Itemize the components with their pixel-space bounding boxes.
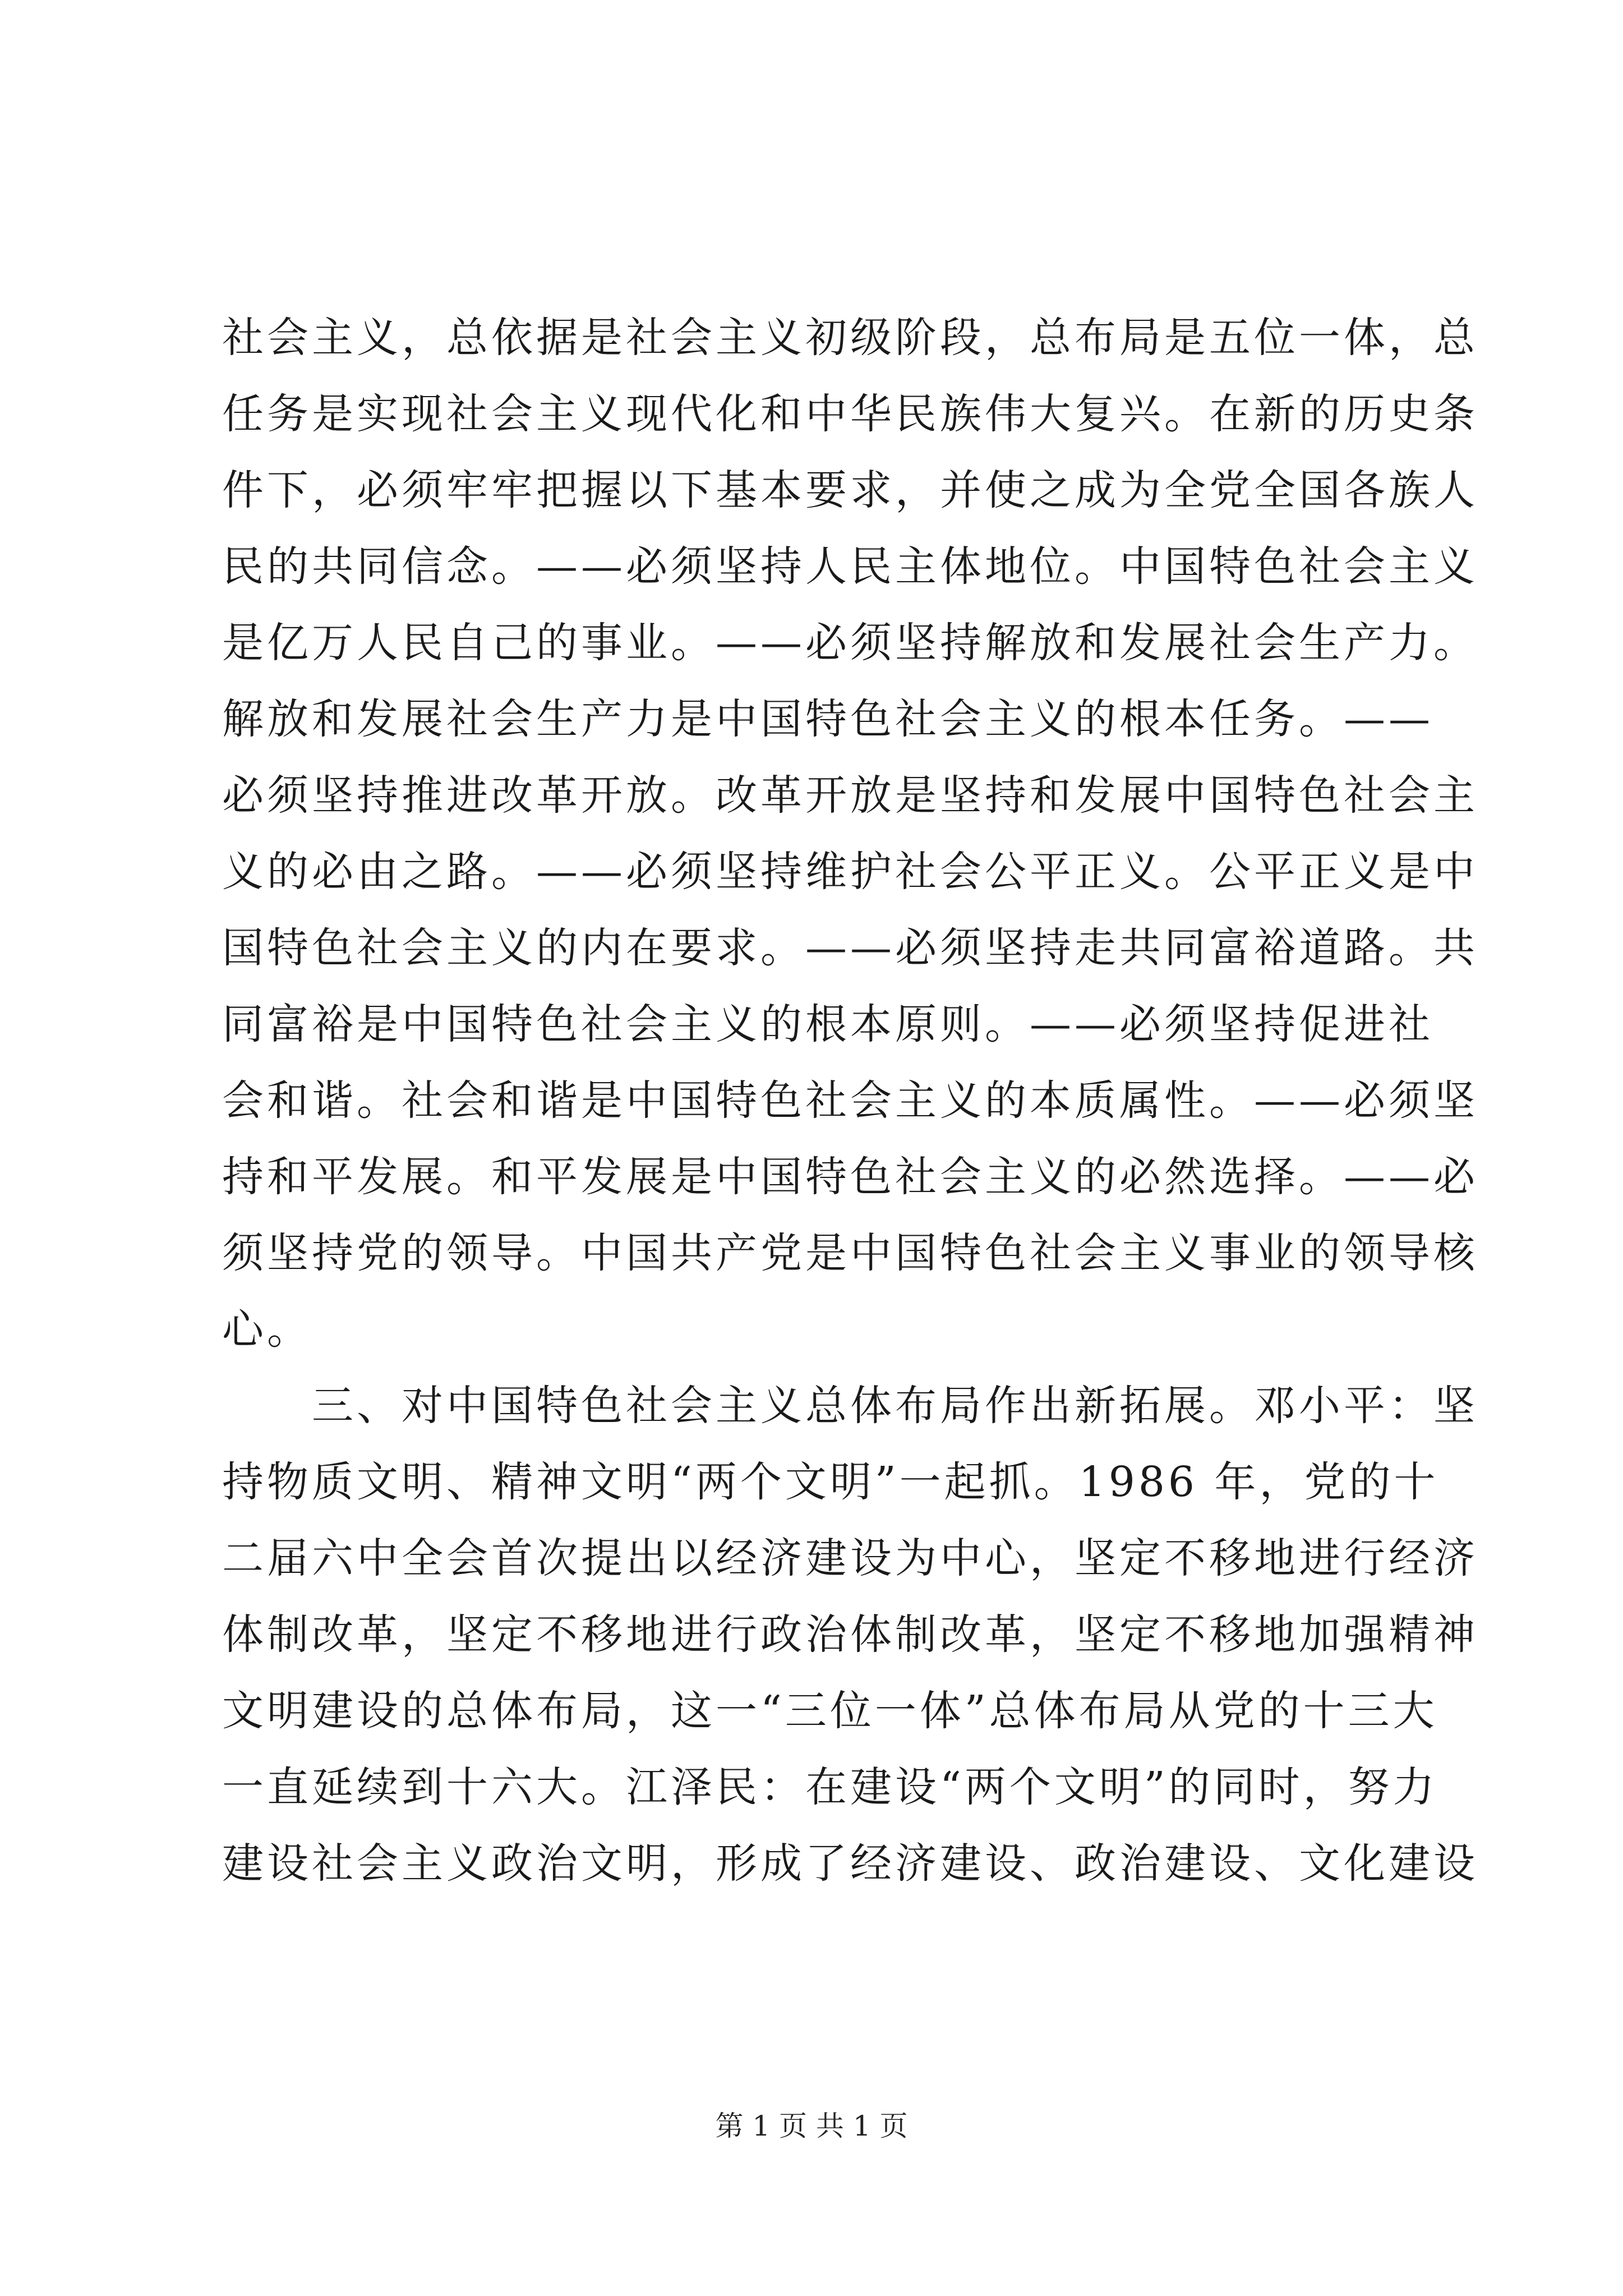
page-footer: 第 1 页 共 1 页 — [715, 2110, 908, 2142]
body-text-line: 心。 — [222, 1305, 312, 1354]
body-text-line: 持物质文明、精神文明“两个文明”一起抓。1986 年，党的十 — [222, 1458, 1439, 1506]
body-text-line: 社会主义，总依据是社会主义初级阶段，总布局是五位一体，总 — [222, 314, 1478, 362]
body-text-line: 二届六中全会首次提出以经济建设为中心，坚定不移地进行经济 — [222, 1534, 1478, 1582]
body-text-line: 须坚持党的领导。中国共产党是中国特色社会主义事业的领导核 — [222, 1229, 1478, 1277]
body-text-line: 民的共同信念。——必须坚持人民主体地位。中国特色社会主义 — [222, 542, 1478, 591]
body-text-line: 会和谐。社会和谐是中国特色社会主义的本质属性。——必须坚 — [222, 1076, 1478, 1125]
paragraph-start-line: 三、对中国特色社会主义总体布局作出新拓展。邓小平：坚 — [222, 1382, 1478, 1430]
body-text-line: 文明建设的总体布局，这一“三位一体”总体布局从党的十三大 — [222, 1687, 1438, 1735]
body-text-line: 义的必由之路。——必须坚持维护社会公平正义。公平正义是中 — [222, 848, 1478, 896]
body-text-line: 体制改革，坚定不移地进行政治体制改革，坚定不移地加强精神 — [222, 1611, 1478, 1659]
body-text-line: 是亿万人民自己的事业。——必须坚持解放和发展社会生产力。 — [222, 619, 1478, 667]
body-text-line: 同富裕是中国特色社会主义的根本原则。——必须坚持促进社 — [222, 1000, 1433, 1048]
body-text-line: 必须坚持推进改革开放。改革开放是坚持和发展中国特色社会主 — [222, 771, 1478, 820]
body-text-line: 一直延续到十六大。江泽民：在建设“两个文明”的同时，努力 — [222, 1763, 1438, 1811]
body-text-line: 解放和发展社会生产力是中国特色社会主义的根本任务。—— — [222, 695, 1433, 743]
body-text-line: 建设社会主义政治文明，形成了经济建设、政治建设、文化建设 — [222, 1839, 1478, 1888]
body-text-line: 持和平发展。和平发展是中国特色社会主义的必然选择。——必 — [222, 1153, 1478, 1201]
body-text-line: 国特色社会主义的内在要求。——必须坚持走共同富裕道路。共 — [222, 924, 1478, 972]
body-text-line: 件下，必须牢牢把握以下基本要求，并使之成为全党全国各族人 — [222, 466, 1478, 514]
body-text-line: 任务是实现社会主义现代化和中华民族伟大复兴。在新的历史条 — [222, 390, 1478, 438]
